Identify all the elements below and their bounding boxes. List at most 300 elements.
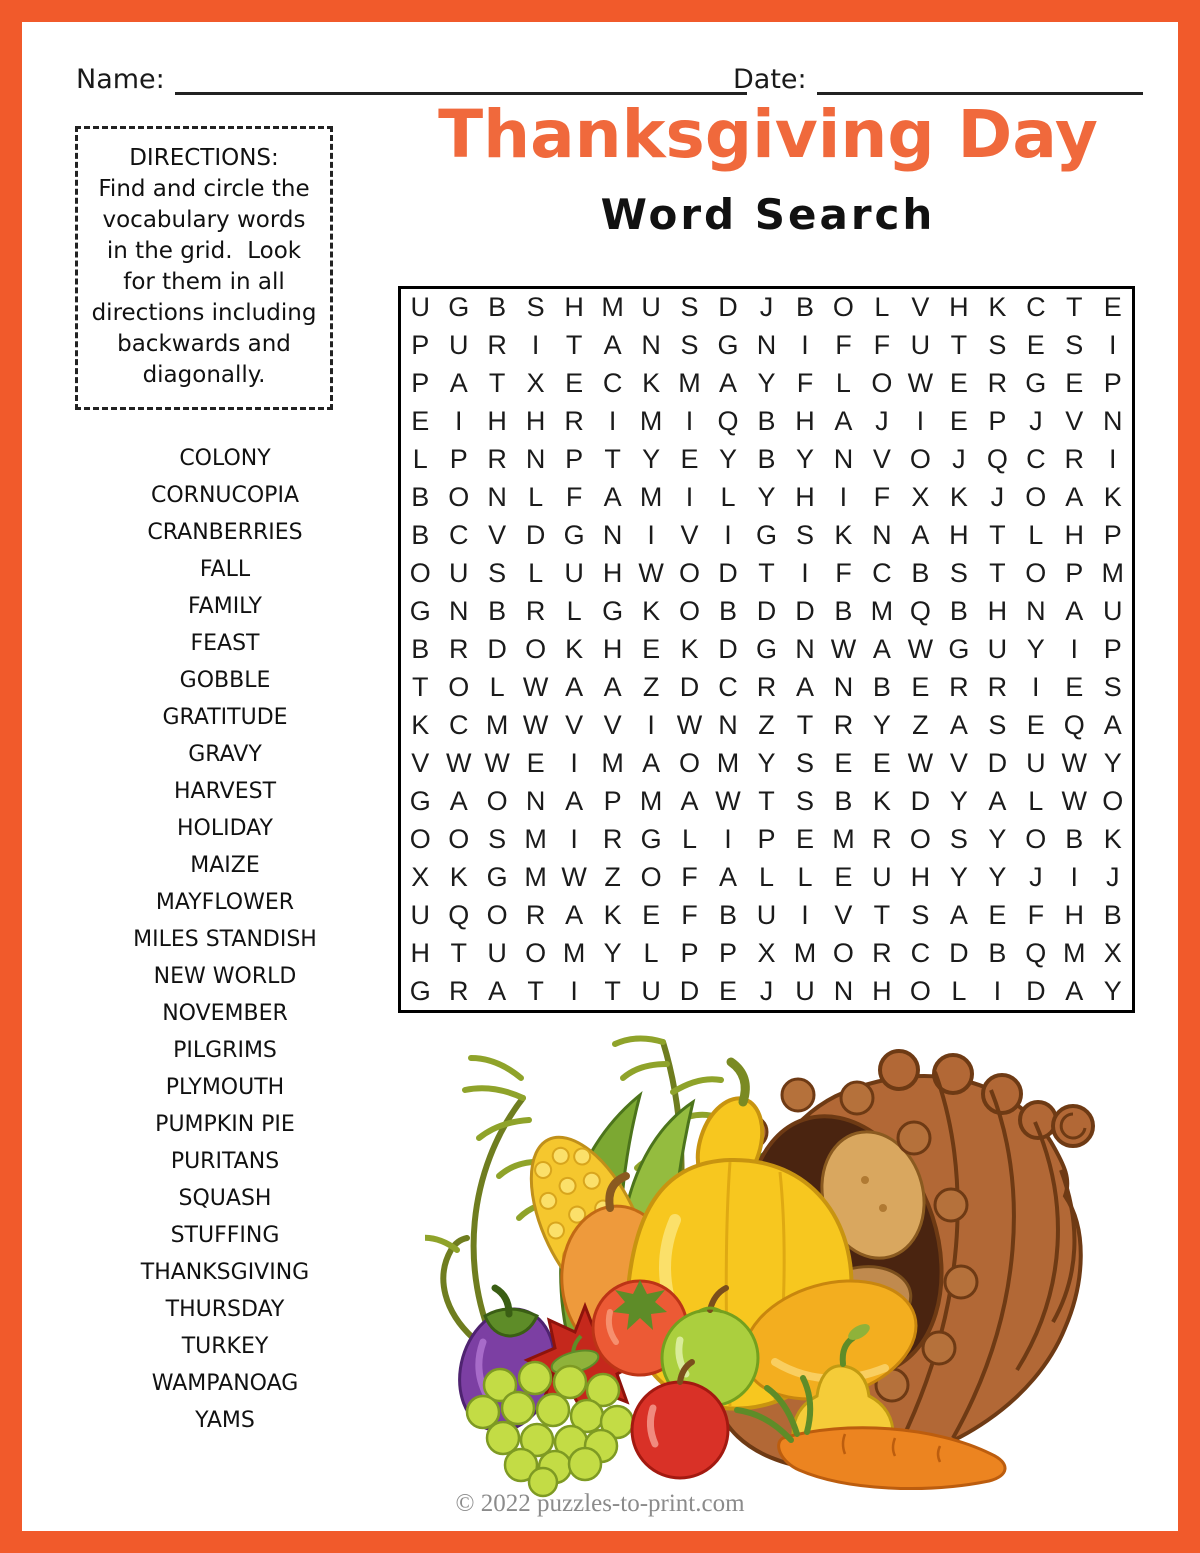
grid-letter: E [988,899,1007,930]
grid-letter: I [608,406,617,437]
grid-letter: U [987,633,1008,664]
grid-letter: K [565,633,584,664]
grid-letter: J [1029,861,1043,892]
grid-letter: I [724,823,732,854]
word-list-item: THANKSGIVING [140,1260,310,1285]
grid-letter: I [1070,861,1079,892]
grid-letter: P [411,368,430,399]
directions-text-line: directions including [91,300,317,326]
grid-letter: H [410,937,430,968]
grid-letter: L [951,975,967,1006]
grid-letter: K [449,861,468,892]
grid-letter: X [911,482,930,513]
grid-letter: H [949,520,969,551]
grid-letter: I [647,520,655,551]
grid-letter: N [872,520,892,551]
grid-letter: E [411,406,430,437]
grid-letter: O [448,671,470,702]
grid-letter: K [642,596,661,627]
grid-letter: L [874,292,890,323]
grid-letter: Y [757,482,776,513]
grid-letter: K [834,520,853,551]
grid-letter: U [1103,596,1123,627]
grid-letter: A [795,671,814,702]
grid-letter: B [757,444,776,475]
grid-letter: V [411,747,430,778]
grid-letter: J [875,406,889,437]
word-list-item: NOVEMBER [162,1001,288,1026]
grid-letter: I [1032,671,1040,702]
grid-letter: Y [1103,975,1122,1006]
grid-letter: X [526,368,545,399]
grid-letter: K [411,709,430,740]
grid-letter: G [409,975,431,1006]
grid-letter: O [832,292,854,323]
grid-letter: O [1102,785,1124,816]
word-list-item: NEW WORLD [153,964,297,989]
grid-letter: L [643,937,659,968]
grid-letter: A [565,899,584,930]
grid-letter: R [448,633,469,664]
grid-letter: G [486,861,508,892]
grid-letter: F [796,368,814,399]
grid-letter: M [832,823,855,854]
grid-letter: P [1103,368,1122,399]
grid-letter: Y [988,823,1007,854]
grid-letter: I [801,558,809,589]
grid-letter: H [602,558,623,589]
grid-letter: I [1070,633,1079,664]
grid-letter: K [988,292,1007,323]
grid-letter: R [525,596,546,627]
grid-letter: B [757,406,776,437]
grid-letter: S [911,899,930,930]
grid-letter: X [1103,937,1122,968]
grid-letter: S [949,558,968,589]
grid-letter: Q [717,406,739,437]
grid-letter: G [409,785,431,816]
grid-letter: V [949,747,968,778]
grid-letter: W [484,747,510,778]
grid-letter: T [873,899,891,930]
grid-letter: G [640,823,662,854]
grid-letter: N [1103,406,1123,437]
grid-letter: H [1064,520,1085,551]
grid-letter: O [909,444,931,475]
grid-letter: F [565,482,583,513]
grid-letter: W [522,671,549,702]
grid-letter: B [949,596,968,627]
grid-letter: Y [757,368,776,399]
grid-letter: W [561,861,587,892]
name-field [76,62,747,95]
grid-letter: V [565,709,584,740]
grid-letter: I [685,482,694,513]
grid-letter: K [949,482,968,513]
grid-letter: K [872,785,891,816]
grid-letter: T [989,558,1006,589]
grid-letter: R [872,823,892,854]
grid-letter: P [1103,633,1122,664]
grid-letter: D [718,292,738,323]
word-list-item: GRATITUDE [162,705,288,730]
grid-letter: W [1061,785,1088,816]
grid-letter: C [1026,444,1046,475]
grid-letter: D [487,633,507,664]
grid-letter: M [639,785,663,816]
grid-letter: A [719,861,738,892]
grid-letter: O [679,596,701,627]
grid-letter: P [411,330,430,361]
grid-letter: L [835,368,851,399]
grid-letter: X [757,937,776,968]
grid-letter: B [719,596,738,627]
grid-letter: A [949,899,968,930]
grid-letter: T [527,975,544,1006]
grid-letter: B [988,937,1007,968]
word-list-item: FAMILY [188,594,262,619]
grid-letter: R [949,671,969,702]
grid-letter: S [526,292,545,323]
grid-letter: A [988,785,1007,816]
grid-letter: W [638,558,664,589]
grid-letter: Q [1063,709,1085,740]
grid-letter: B [834,596,853,627]
grid-letter: O [448,823,470,854]
grid-letter: F [835,330,852,361]
grid-letter: E [949,368,968,399]
grid-letter: G [1025,368,1047,399]
grid-letter: A [1103,709,1122,740]
grid-letter: G [409,596,431,627]
grid-letter: T [604,444,621,475]
grid-letter: L [720,482,736,513]
grid-letter: M [1063,937,1086,968]
grid-letter: P [988,406,1007,437]
grid-letter: G [755,520,777,551]
grid-letter: A [565,671,584,702]
grid-letter: P [680,937,699,968]
grid-letter: G [602,596,624,627]
date-field [733,62,1143,95]
grid-letter: T [488,368,506,399]
word-list-item: GRAVY [188,742,262,767]
grid-letter: A [565,785,584,816]
grid-letter: J [1029,406,1043,437]
grid-letter: N [833,975,854,1006]
grid-letter: E [834,861,853,892]
grid-letter: N [833,444,854,475]
grid-letter: T [604,975,621,1006]
grid-letter: Y [603,937,622,968]
grid-letter: P [565,444,584,475]
grid-letter: E [526,747,545,778]
grid-letter: O [1025,558,1047,589]
grid-letter: H [987,596,1008,627]
grid-letter: S [488,823,507,854]
grid-letter: J [1106,861,1120,892]
grid-letter: H [525,406,546,437]
grid-letter: B [795,292,814,323]
grid-letter: M [485,709,509,740]
grid-letter: A [680,785,699,816]
grid-letter: J [759,292,774,323]
grid-letter: E [795,823,814,854]
grid-letter: H [487,406,507,437]
grid-letter: G [948,633,970,664]
grid-letter: D [910,785,931,816]
grid-letter: M [562,937,586,968]
grid-letter: D [679,671,700,702]
grid-letter: E [1065,368,1084,399]
grid-letter: U [410,899,430,930]
word-list-item: HOLIDAY [177,816,273,841]
grid-letter: R [833,709,854,740]
grid-letter: W [522,709,549,740]
grid-letter: S [988,709,1007,740]
grid-letter: T [758,558,775,589]
grid-letter: H [949,292,969,323]
grid-letter: O [871,368,893,399]
grid-letter: S [949,823,968,854]
grid-letter: Y [795,444,814,475]
grid-letter: U [448,558,469,589]
grid-letter: R [872,937,892,968]
word-list-item: COLONY [179,446,271,471]
page-subtitle: Word Search [600,190,936,239]
grid-letter: N [487,482,507,513]
grid-letter: Q [986,444,1008,475]
grid-letter: I [570,975,578,1006]
word-list [58,440,392,1439]
grid-letter: Z [758,709,775,740]
grid-letter: N [525,785,546,816]
grid-letter: I [839,482,848,513]
grid-letter: D [525,520,546,551]
grid-letter: C [872,558,892,589]
grid-letter: M [870,596,894,627]
grid-letter: I [1108,330,1117,361]
grid-letter: H [795,406,815,437]
grid-letter: O [1025,823,1047,854]
grid-letter: O [448,482,470,513]
grid-letter: R [487,444,507,475]
grid-letter: O [679,558,701,589]
grid-letter: E [680,444,699,475]
word-list-item: WAMPANOAG [151,1371,299,1396]
word-list-item: FALL [199,557,251,582]
grid-letter: G [717,330,739,361]
grid-letter: B [411,482,430,513]
word-list-item: FEAST [190,631,260,656]
grid-letter: L [758,861,774,892]
grid-letter: V [872,444,891,475]
grid-letter: O [679,747,701,778]
grid-letter: N [718,709,738,740]
grid-letter: P [449,444,468,475]
grid-letter: B [411,633,430,664]
page-title: Thanksgiving Day [438,96,1098,173]
name-input-line[interactable] [175,62,747,95]
grid-letter: Z [912,709,929,740]
grid-letter: A [1065,596,1084,627]
word-list-item: CRANBERRIES [147,520,303,545]
grid-letter: W [445,747,472,778]
grid-letter: U [795,975,815,1006]
grid-letter: T [1066,292,1083,323]
grid-letter: A [603,330,622,361]
grid-letter: E [719,975,738,1006]
grid-letter: A [834,406,853,437]
grid-letter: M [1101,558,1124,589]
grid-letter: E [565,368,584,399]
grid-letter: N [641,330,661,361]
grid-letter: W [830,633,857,664]
grid-letter: E [1065,671,1084,702]
grid-letter: O [486,785,508,816]
grid-letter: Y [1103,747,1122,778]
grid-letter: V [603,709,622,740]
grid-letter: C [1026,292,1046,323]
grid-letter: V [680,520,699,551]
grid-letter: L [682,823,698,854]
grid-letter: O [832,937,854,968]
grid-letter: M [793,937,817,968]
grid-letter: Y [757,747,776,778]
grid-letter: W [907,633,934,664]
grid-letter: A [449,785,468,816]
grid-letter: O [909,975,931,1006]
grid-letter: B [834,785,853,816]
grid-letter: Y [988,861,1007,892]
name-label: Name: [76,64,165,95]
grid-letter: R [987,368,1008,399]
grid-letter: A [642,747,661,778]
grid-letter: Q [1025,937,1047,968]
directions-box [75,126,333,410]
grid-letter: V [488,520,507,551]
grid-letter: R [525,899,546,930]
grid-letter: W [907,747,934,778]
grid-letter: V [1065,406,1084,437]
grid-letter: I [647,709,655,740]
grid-letter: I [801,899,809,930]
grid-letter: S [1065,330,1084,361]
directions-text-line: for them in all [123,269,285,295]
grid-letter: F [681,899,698,930]
grid-letter: U [872,861,892,892]
grid-letter: D [718,558,738,589]
grid-letter: Z [604,861,621,892]
grid-letter: M [524,823,547,854]
word-list-item: MAIZE [190,853,260,878]
grid-letter: H [910,861,931,892]
grid-letter: R [1064,444,1085,475]
grid-letter: L [528,558,544,589]
grid-letter: N [448,596,469,627]
grid-letter: I [454,406,463,437]
grid-letter: M [716,747,740,778]
directions-text-line: backwards and [117,331,291,357]
grid-letter: M [601,747,624,778]
grid-letter: P [1065,558,1084,589]
word-list-item: YAMS [195,1408,255,1433]
grid-letter: F [681,861,698,892]
word-list-item: THURSDAY [165,1297,285,1322]
word-list-item: PUMPKIN PIE [155,1112,295,1137]
grid-letter: A [911,520,930,551]
grid-letter: Y [1026,633,1045,664]
grid-letter: S [680,330,699,361]
grid-letter: U [564,558,584,589]
grid-letter: B [1103,899,1122,930]
grid-letter: O [909,823,931,854]
date-input-line[interactable] [817,62,1143,95]
grid-letter: I [801,330,809,361]
grid-letter: M [601,292,624,323]
grid-letter: I [916,406,925,437]
grid-letter: J [990,482,1005,513]
grid-letter: R [987,671,1008,702]
grid-letter: W [676,709,703,740]
grid-letter: B [872,671,891,702]
grid-letter: H [795,482,815,513]
grid-letter: L [1028,520,1044,551]
grid-letter: W [715,785,741,816]
grid-letter: A [488,975,507,1006]
grid-letter: E [1026,330,1045,361]
grid-letter: N [795,633,815,664]
grid-letter: A [872,633,891,664]
grid-letter: P [719,937,738,968]
grid-letter: N [525,444,546,475]
grid-letter: W [907,368,934,399]
grid-letter: C [448,520,469,551]
grid-letter: T [758,785,775,816]
grid-letter: D [718,633,738,664]
grid-letter: I [531,330,540,361]
grid-letter: U [910,330,931,361]
grid-letter: O [409,558,431,589]
grid-letter: A [949,709,968,740]
grid-letter: K [1103,482,1122,513]
grid-letter: L [528,482,544,513]
grid-letter: T [950,330,968,361]
grid-letter: C [448,709,469,740]
grid-letter: Y [949,861,968,892]
grid-letter: Y [949,785,968,816]
directions-text-line: Find and circle the [98,176,310,202]
grid-letter: I [685,406,694,437]
grid-letter: I [724,520,732,551]
grid-letter: D [987,747,1008,778]
grid-letter: N [602,520,623,551]
grid-letter: A [1065,975,1084,1006]
grid-letter: A [449,368,468,399]
grid-letter: Y [642,444,661,475]
grid-letter: C [602,368,623,399]
grid-letter: D [795,596,815,627]
grid-letter: M [678,368,701,399]
grid-letter: F [873,482,891,513]
grid-letter: N [756,330,777,361]
word-list-item: SQUASH [178,1186,272,1211]
grid-letter: T [411,671,429,702]
grid-letter: U [410,292,430,323]
grid-letter: E [949,406,968,437]
grid-letter: P [1103,520,1122,551]
grid-letter: F [873,330,891,361]
